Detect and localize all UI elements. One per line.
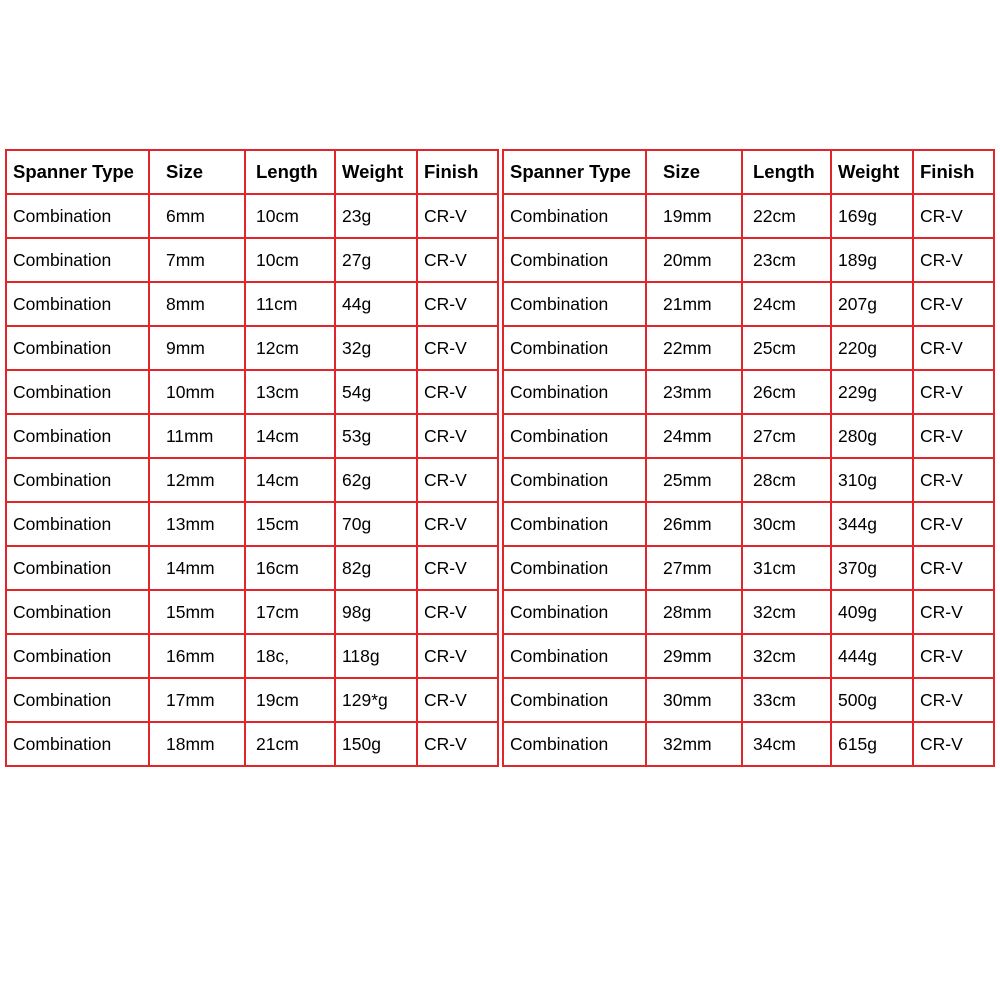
cell-finish: CR-V	[913, 238, 994, 282]
cell-weight: 98g	[335, 590, 417, 634]
cell-size: 14mm	[149, 546, 245, 590]
table-row	[6, 282, 498, 326]
cell-size: 8mm	[149, 282, 245, 326]
cell-length: 25cm	[742, 326, 831, 370]
cell-spanner-type: Combination	[503, 414, 646, 458]
table-row	[503, 590, 994, 634]
cell-size: 17mm	[149, 678, 245, 722]
cell-length: 13cm	[245, 370, 335, 414]
cell-spanner-type: Combination	[6, 414, 149, 458]
cell-spanner-type: Combination	[6, 546, 149, 590]
table-row	[503, 634, 994, 678]
header-finish: Finish	[417, 150, 498, 194]
header-weight: Weight	[335, 150, 417, 194]
cell-size: 16mm	[149, 634, 245, 678]
cell-weight: 129*g	[335, 678, 417, 722]
table-row	[6, 678, 498, 722]
header-spanner-type: Spanner Type	[503, 150, 646, 194]
cell-finish: CR-V	[417, 458, 498, 502]
table-row	[503, 414, 994, 458]
cell-finish: CR-V	[913, 326, 994, 370]
cell-finish: CR-V	[913, 590, 994, 634]
header-length: Length	[245, 150, 335, 194]
cell-length: 11cm	[245, 282, 335, 326]
cell-length: 32cm	[742, 590, 831, 634]
cell-size: 18mm	[149, 722, 245, 766]
cell-weight: 344g	[831, 502, 913, 546]
table-row	[503, 326, 994, 370]
header-length: Length	[742, 150, 831, 194]
table-row	[6, 590, 498, 634]
cell-size: 27mm	[646, 546, 742, 590]
cell-length: 19cm	[245, 678, 335, 722]
cell-length: 10cm	[245, 194, 335, 238]
table-row	[503, 722, 994, 766]
cell-spanner-type: Combination	[6, 370, 149, 414]
cell-size: 23mm	[646, 370, 742, 414]
cell-spanner-type: Combination	[503, 546, 646, 590]
cell-spanner-type: Combination	[503, 282, 646, 326]
cell-weight: 62g	[335, 458, 417, 502]
cell-size: 26mm	[646, 502, 742, 546]
table-body	[6, 194, 498, 766]
cell-length: 31cm	[742, 546, 831, 590]
cell-size: 30mm	[646, 678, 742, 722]
cell-size: 10mm	[149, 370, 245, 414]
cell-spanner-type: Combination	[503, 326, 646, 370]
table-header-row	[503, 150, 994, 194]
cell-finish: CR-V	[913, 502, 994, 546]
cell-size: 9mm	[149, 326, 245, 370]
cell-spanner-type: Combination	[6, 194, 149, 238]
cell-length: 12cm	[245, 326, 335, 370]
cell-size: 24mm	[646, 414, 742, 458]
table-row	[6, 326, 498, 370]
cell-weight: 54g	[335, 370, 417, 414]
cell-finish: CR-V	[913, 546, 994, 590]
cell-finish: CR-V	[417, 634, 498, 678]
cell-weight: 500g	[831, 678, 913, 722]
cell-weight: 207g	[831, 282, 913, 326]
table-row	[503, 194, 994, 238]
cell-weight: 409g	[831, 590, 913, 634]
cell-finish: CR-V	[417, 238, 498, 282]
cell-finish: CR-V	[417, 194, 498, 238]
cell-finish: CR-V	[417, 722, 498, 766]
table-row	[6, 370, 498, 414]
cell-spanner-type: Combination	[6, 238, 149, 282]
cell-length: 14cm	[245, 458, 335, 502]
cell-weight: 150g	[335, 722, 417, 766]
cell-weight: 220g	[831, 326, 913, 370]
table-body	[503, 194, 994, 766]
cell-spanner-type: Combination	[503, 590, 646, 634]
cell-weight: 280g	[831, 414, 913, 458]
cell-length: 28cm	[742, 458, 831, 502]
cell-weight: 53g	[335, 414, 417, 458]
cell-weight: 229g	[831, 370, 913, 414]
cell-spanner-type: Combination	[6, 634, 149, 678]
cell-length: 26cm	[742, 370, 831, 414]
cell-length: 17cm	[245, 590, 335, 634]
cell-spanner-type: Combination	[503, 370, 646, 414]
cell-spanner-type: Combination	[503, 678, 646, 722]
cell-size: 12mm	[149, 458, 245, 502]
table-row	[503, 458, 994, 502]
cell-length: 24cm	[742, 282, 831, 326]
cell-size: 32mm	[646, 722, 742, 766]
table-row	[6, 722, 498, 766]
table-row	[6, 546, 498, 590]
cell-weight: 118g	[335, 634, 417, 678]
table-row	[503, 678, 994, 722]
cell-size: 25mm	[646, 458, 742, 502]
cell-weight: 310g	[831, 458, 913, 502]
cell-size: 20mm	[646, 238, 742, 282]
cell-weight: 44g	[335, 282, 417, 326]
cell-length: 10cm	[245, 238, 335, 282]
header-finish: Finish	[913, 150, 994, 194]
cell-weight: 70g	[335, 502, 417, 546]
cell-finish: CR-V	[913, 282, 994, 326]
cell-weight: 27g	[335, 238, 417, 282]
cell-spanner-type: Combination	[6, 678, 149, 722]
cell-length: 32cm	[742, 634, 831, 678]
table-header-row	[6, 150, 498, 194]
cell-finish: CR-V	[417, 590, 498, 634]
cell-size: 6mm	[149, 194, 245, 238]
table-row	[6, 634, 498, 678]
cell-size: 22mm	[646, 326, 742, 370]
cell-weight: 32g	[335, 326, 417, 370]
table-row	[503, 370, 994, 414]
cell-size: 13mm	[149, 502, 245, 546]
table-row	[6, 502, 498, 546]
cell-spanner-type: Combination	[6, 458, 149, 502]
cell-size: 28mm	[646, 590, 742, 634]
cell-length: 21cm	[245, 722, 335, 766]
cell-spanner-type: Combination	[6, 722, 149, 766]
cell-finish: CR-V	[417, 326, 498, 370]
cell-length: 23cm	[742, 238, 831, 282]
table-row	[6, 238, 498, 282]
cell-spanner-type: Combination	[503, 194, 646, 238]
cell-spanner-type: Combination	[6, 502, 149, 546]
cell-size: 11mm	[149, 414, 245, 458]
cell-finish: CR-V	[913, 458, 994, 502]
cell-finish: CR-V	[913, 722, 994, 766]
cell-finish: CR-V	[417, 502, 498, 546]
cell-spanner-type: Combination	[503, 238, 646, 282]
cell-finish: CR-V	[913, 414, 994, 458]
spanner-spec-table-right	[502, 149, 995, 767]
cell-length: 34cm	[742, 722, 831, 766]
cell-size: 29mm	[646, 634, 742, 678]
cell-weight: 23g	[335, 194, 417, 238]
cell-spanner-type: Combination	[503, 458, 646, 502]
cell-length: 14cm	[245, 414, 335, 458]
cell-size: 19mm	[646, 194, 742, 238]
cell-spanner-type: Combination	[6, 282, 149, 326]
cell-weight: 189g	[831, 238, 913, 282]
table-row	[503, 238, 994, 282]
header-spanner-type: Spanner Type	[6, 150, 149, 194]
cell-size: 7mm	[149, 238, 245, 282]
table-row	[503, 546, 994, 590]
table-row	[503, 282, 994, 326]
cell-length: 27cm	[742, 414, 831, 458]
cell-weight: 615g	[831, 722, 913, 766]
cell-spanner-type: Combination	[503, 502, 646, 546]
cell-finish: CR-V	[913, 194, 994, 238]
cell-finish: CR-V	[913, 370, 994, 414]
cell-finish: CR-V	[417, 370, 498, 414]
table-row	[6, 414, 498, 458]
table-row	[6, 458, 498, 502]
table-row	[6, 194, 498, 238]
cell-length: 30cm	[742, 502, 831, 546]
cell-spanner-type: Combination	[6, 590, 149, 634]
cell-spanner-type: Combination	[503, 634, 646, 678]
cell-length: 15cm	[245, 502, 335, 546]
cell-weight: 370g	[831, 546, 913, 590]
cell-spanner-type: Combination	[6, 326, 149, 370]
cell-finish: CR-V	[417, 678, 498, 722]
cell-size: 21mm	[646, 282, 742, 326]
cell-weight: 444g	[831, 634, 913, 678]
spanner-spec-table-left	[5, 149, 499, 767]
header-size: Size	[646, 150, 742, 194]
cell-length: 33cm	[742, 678, 831, 722]
cell-length: 22cm	[742, 194, 831, 238]
header-weight: Weight	[831, 150, 913, 194]
cell-spanner-type: Combination	[503, 722, 646, 766]
cell-size: 15mm	[149, 590, 245, 634]
cell-weight: 82g	[335, 546, 417, 590]
cell-weight: 169g	[831, 194, 913, 238]
cell-length: 16cm	[245, 546, 335, 590]
cell-finish: CR-V	[913, 678, 994, 722]
cell-length: 18c,	[245, 634, 335, 678]
cell-finish: CR-V	[417, 414, 498, 458]
header-size: Size	[149, 150, 245, 194]
cell-finish: CR-V	[913, 634, 994, 678]
cell-finish: CR-V	[417, 282, 498, 326]
table-row	[503, 502, 994, 546]
cell-finish: CR-V	[417, 546, 498, 590]
